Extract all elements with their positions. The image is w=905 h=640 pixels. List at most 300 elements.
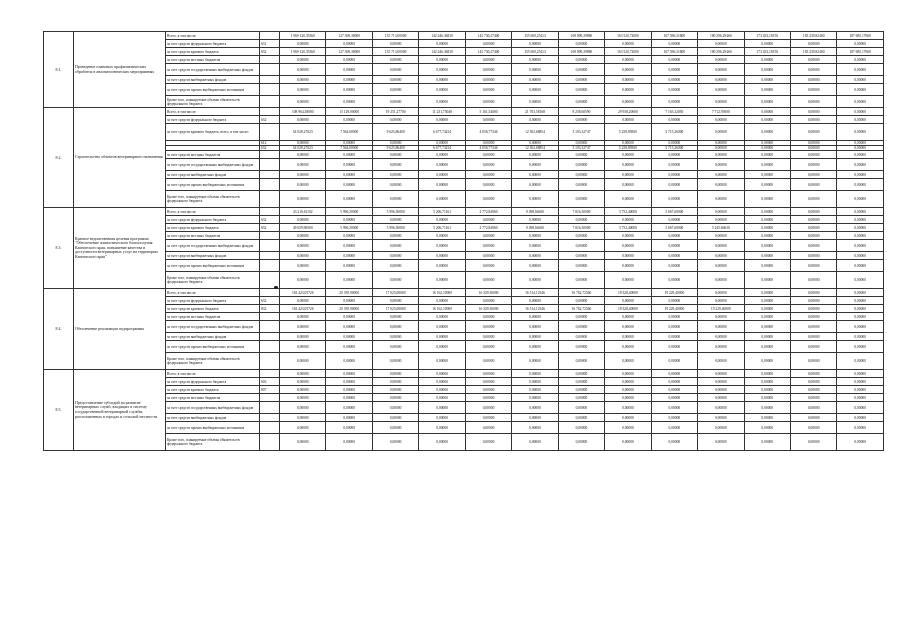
amount-cell: 0,00000 [372, 402, 418, 414]
amount-cell: 0,00000 [651, 414, 697, 422]
amount-cell: 5 996,30000 [372, 224, 418, 232]
amount-cell: 173 453,18150 [744, 32, 790, 40]
amount-cell: 0,00000 [326, 434, 372, 451]
amount-cell: 0,00000 [651, 386, 697, 394]
amount-cell: 0,00000 [512, 159, 558, 171]
amount-cell: 0,00000 [419, 96, 465, 108]
funding-source-label: за счет средств местных бюджетов [166, 151, 260, 159]
amount-cell: 0,00000 [372, 216, 418, 224]
amount-cell: 0,00000 [280, 378, 326, 386]
amount-cell: 0,00000 [605, 179, 651, 191]
amount-cell: 0,00000 [512, 353, 558, 370]
amount-cell: 5 161,54000 [465, 108, 511, 116]
amount-cell: 0,00000 [326, 370, 372, 378]
amount-cell: 0,00000 [280, 321, 326, 333]
amount-cell: 7 816,30000 [558, 224, 604, 232]
amount-cell: 0,00000 [837, 289, 883, 297]
amount-cell: 0,00000 [465, 56, 511, 64]
amount-cell: 7 816,30000 [558, 208, 604, 216]
amount-cell: 0,00000 [605, 341, 651, 353]
amount-cell: 0,00000 [605, 422, 651, 434]
amount-cell: 0,00000 [512, 260, 558, 272]
amount-cell: 0,00000 [512, 378, 558, 386]
amount-cell: 0,00000 [465, 40, 511, 48]
amount-cell: 0,00000 [837, 232, 883, 240]
amount-cell: 127 308,38000 [326, 32, 372, 40]
amount-cell: 0,00000 [837, 414, 883, 422]
funding-source-label: Кроме того, планируемые объемы обязательств федерального бюджета [166, 96, 260, 108]
amount-cell: 0,00000 [326, 252, 372, 260]
table-row [44, 208, 884, 216]
amount-cell: 0,00000 [372, 240, 418, 252]
amount-cell: 0,00000 [326, 216, 372, 224]
amount-cell: 0,00000 [837, 146, 883, 151]
funding-source-label: Кроме того, планируемые объемы обязательств федерального бюджета [166, 272, 260, 289]
amount-cell: 0,00000 [651, 422, 697, 434]
amount-cell: 0,00000 [558, 422, 604, 434]
amount-cell: 0,00000 [837, 216, 883, 224]
amount-cell: 0,00000 [465, 64, 511, 76]
amount-cell: 0,00000 [558, 386, 604, 394]
amount-cell: 0,00000 [280, 191, 326, 208]
amount-cell: 5 996,30000 [372, 208, 418, 216]
amount-cell: 0,00000 [651, 353, 697, 370]
amount-cell: 0,00000 [326, 321, 372, 333]
amount-cell: 0,00000 [419, 370, 465, 378]
funding-source-label: за счет средств государственных внебюджетных фондов [166, 240, 260, 252]
amount-cell: 0,00000 [744, 216, 790, 224]
amount-cell: 0,00000 [558, 414, 604, 422]
amount-cell: 0,00000 [326, 341, 372, 353]
amount-cell: 0,00000 [605, 370, 651, 378]
budget-code: 807 [260, 386, 280, 394]
amount-cell: 9 498,66650 [512, 208, 558, 216]
funding-source-label: за счет средств внебюджетных фондов [166, 171, 260, 179]
amount-cell: 0,00000 [326, 116, 372, 124]
amount-cell: 0,00000 [419, 297, 465, 305]
amount-cell: 0,00000 [790, 171, 836, 179]
amount-cell: 43 216,61102 [280, 208, 326, 216]
amount-cell: 0,00000 [651, 260, 697, 272]
amount-cell: 0,00000 [651, 321, 697, 333]
budget-code [260, 56, 280, 64]
amount-cell: 0,00000 [326, 96, 372, 108]
amount-cell: 0,00000 [372, 96, 418, 108]
funding-source-label: за счет средств прочих внебюджетных источников [166, 422, 260, 434]
amount-cell: 0,00000 [837, 341, 883, 353]
amount-cell: 0,00000 [744, 386, 790, 394]
amount-cell: 0,00000 [790, 321, 836, 333]
amount-cell: 0,00000 [790, 141, 836, 146]
item-number: 8.2. [44, 108, 74, 208]
amount-cell: 0,00000 [372, 76, 418, 84]
amount-cell: 0,00000 [698, 146, 744, 151]
amount-cell: 0,00000 [326, 272, 372, 289]
amount-cell: 0,00000 [837, 422, 883, 434]
item-name: Проведение плановых профилактических обработок в анаэпизоотических мероприятиях [74, 32, 166, 108]
amount-cell: 0,00000 [837, 159, 883, 171]
amount-cell: 0,00000 [698, 402, 744, 414]
amount-cell: 0,00000 [419, 56, 465, 64]
amount-cell: 0,00000 [372, 321, 418, 333]
amount-cell: 0,00000 [605, 272, 651, 289]
amount-cell: 0,00000 [790, 159, 836, 171]
amount-cell: 0,00000 [372, 151, 418, 159]
amount-cell: 0,00000 [372, 116, 418, 124]
budget-code: 832 [260, 224, 280, 232]
amount-cell: 0,00000 [419, 378, 465, 386]
amount-cell: 3 103,32747 [558, 146, 604, 151]
amount-cell: 0,00000 [326, 297, 372, 305]
amount-cell: 0,00000 [790, 40, 836, 48]
amount-cell: 0,00000 [372, 141, 418, 146]
funding-source-label: за счет средств государственных внебюджетных фондов [166, 321, 260, 333]
amount-cell: 0,00000 [326, 422, 372, 434]
amount-cell: 0,00000 [605, 313, 651, 321]
amount-cell: 0,00000 [837, 313, 883, 321]
table-row [44, 414, 884, 422]
amount-cell: 9 625,86400 [372, 146, 418, 151]
amount-cell: 0,00000 [326, 353, 372, 370]
amount-cell: 0,00000 [465, 76, 511, 84]
item-name: Краевое ведомственная целевая программа "Обеспечение эпизоотического благополучия Камчатского края, повышение качества и доступности ветеринарных услуг на территории Камчатского края" [74, 208, 166, 289]
amount-cell: 0,00000 [372, 191, 418, 208]
amount-cell: 0,00000 [744, 370, 790, 378]
amount-cell: 0,00000 [698, 414, 744, 422]
amount-cell: 0,00000 [605, 414, 651, 422]
amount-cell: 16 329,30000 [465, 305, 511, 313]
amount-cell: 0,00000 [465, 333, 511, 341]
amount-cell: 0,00000 [837, 240, 883, 252]
amount-cell: 0,00000 [280, 216, 326, 224]
amount-cell: 5 996,30000 [326, 208, 372, 216]
amount-cell: 0,00000 [419, 240, 465, 252]
amount-cell: 0,00000 [744, 341, 790, 353]
amount-cell: 0,00000 [837, 40, 883, 48]
amount-cell: 0,00000 [790, 64, 836, 76]
amount-cell: 0,00000 [744, 141, 790, 146]
amount-cell: 0,00000 [326, 240, 372, 252]
amount-cell: 0,00000 [605, 116, 651, 124]
amount-cell: 0,00000 [372, 272, 418, 289]
amount-cell: 12 302,68854 [512, 124, 558, 141]
funding-source-label: Кроме того, планируемые объемы обязательств федерального бюджета [166, 191, 260, 208]
amount-cell: 0,00000 [558, 141, 604, 146]
amount-cell: 0,00000 [698, 40, 744, 48]
table-row [44, 96, 884, 108]
amount-cell: 0,00000 [326, 84, 372, 96]
amount-cell: 0,00000 [419, 159, 465, 171]
budget-code [260, 32, 280, 40]
amount-cell: 0,00000 [512, 333, 558, 341]
budget-code: 832 [260, 48, 280, 56]
amount-cell: 0,00000 [837, 378, 883, 386]
amount-cell: 0,00000 [465, 394, 511, 402]
amount-cell: 0,00000 [372, 56, 418, 64]
amount-cell: 163 423,05726 [280, 305, 326, 313]
amount-cell: 0,00000 [372, 341, 418, 353]
table-row [44, 386, 884, 394]
amount-cell: 0,00000 [372, 414, 418, 422]
amount-cell: 0,00000 [512, 40, 558, 48]
amount-cell: 0,00000 [280, 56, 326, 64]
amount-cell: 187 685,17600 [837, 32, 883, 40]
table-row [44, 353, 884, 370]
budget-code [260, 414, 280, 422]
amount-cell: 127 308,38000 [326, 48, 372, 56]
amount-cell: 0,00000 [280, 333, 326, 341]
amount-cell: 0,00000 [372, 260, 418, 272]
amount-cell: 0,00000 [698, 353, 744, 370]
amount-cell: 0,00000 [512, 434, 558, 451]
amount-cell: 9 625,86400 [372, 124, 418, 141]
amount-cell: 0,00000 [744, 76, 790, 84]
amount-cell: 0,00000 [837, 305, 883, 313]
amount-cell: 0,00000 [280, 313, 326, 321]
amount-cell: 180 296,29460 [698, 48, 744, 56]
amount-cell: 0,00000 [698, 151, 744, 159]
funding-source-label: за счет средств государственных внебюджетных фондов [166, 402, 260, 414]
amount-cell: 0,00000 [558, 297, 604, 305]
amount-cell: 0,00000 [512, 84, 558, 96]
amount-cell: 11 231,75048 [419, 108, 465, 116]
amount-cell: 0,00000 [558, 434, 604, 451]
amount-cell: 0,00000 [372, 422, 418, 434]
funding-source-label: за счет средств прочих внебюджетных источников [166, 84, 260, 96]
amount-cell: 16 762,72560 [558, 289, 604, 297]
amount-cell: 0,00000 [651, 394, 697, 402]
amount-cell: 0,00000 [419, 434, 465, 451]
amount-cell: 0,00000 [605, 76, 651, 84]
amount-cell: 0,00000 [605, 64, 651, 76]
amount-cell: 5 206,71161 [419, 208, 465, 216]
amount-cell: 0,00000 [558, 313, 604, 321]
amount-cell: 0,00000 [744, 224, 790, 232]
budget-code [260, 240, 280, 252]
amount-cell: 16 514,12546 [512, 305, 558, 313]
amount-cell: 0,00000 [419, 216, 465, 224]
table-row [44, 313, 884, 321]
amount-cell: 0,00000 [465, 96, 511, 108]
amount-cell: 0,00000 [326, 171, 372, 179]
amount-cell: 0,00000 [790, 370, 836, 378]
table-row [44, 260, 884, 272]
amount-cell: 0,00000 [419, 191, 465, 208]
amount-cell: 0,00000 [698, 341, 744, 353]
amount-cell: 0,00000 [558, 321, 604, 333]
amount-cell: 0,00000 [651, 141, 697, 146]
amount-cell: 0,00000 [698, 171, 744, 179]
amount-cell: 0,00000 [651, 56, 697, 64]
amount-cell: 0,00000 [326, 378, 372, 386]
amount-cell: 0,00000 [419, 40, 465, 48]
amount-cell: 0,00000 [790, 305, 836, 313]
amount-cell: 0,00000 [790, 289, 836, 297]
amount-cell: 0,00000 [605, 240, 651, 252]
table-row [44, 289, 884, 297]
amount-cell: 0,00000 [651, 240, 697, 252]
table-row [44, 48, 884, 56]
amount-cell: 1 969 120,35360 [280, 32, 326, 40]
amount-cell: 0,00000 [744, 414, 790, 422]
amount-cell: 0,00000 [558, 353, 604, 370]
amount-cell: 0,00000 [744, 402, 790, 414]
amount-cell: 0,00000 [512, 56, 558, 64]
amount-cell: 0,00000 [280, 252, 326, 260]
amount-cell: 0,00000 [837, 116, 883, 124]
amount-cell: 5 206,71161 [419, 224, 465, 232]
budget-code [260, 341, 280, 353]
amount-cell: 0,00000 [326, 56, 372, 64]
amount-cell: 0,00000 [698, 297, 744, 305]
amount-cell: 0,00000 [744, 191, 790, 208]
amount-cell: 0,00000 [280, 414, 326, 422]
amount-cell: 0,00000 [372, 297, 418, 305]
amount-cell: 187 685,17600 [837, 48, 883, 56]
amount-cell: 0,00000 [605, 402, 651, 414]
amount-cell: 0,00000 [512, 341, 558, 353]
amount-cell: 0,00000 [605, 40, 651, 48]
amount-cell: 0,00000 [837, 108, 883, 116]
amount-cell: 0,00000 [558, 402, 604, 414]
amount-cell: 2 772,84960 [465, 224, 511, 232]
amount-cell: 0,00000 [419, 260, 465, 272]
table-row [44, 64, 884, 76]
amount-cell: 0,00000 [558, 252, 604, 260]
amount-cell: 0,00000 [698, 208, 744, 216]
amount-cell: 0,00000 [280, 141, 326, 146]
amount-cell: 0,00000 [744, 116, 790, 124]
amount-cell: 0,00000 [558, 151, 604, 159]
amount-cell: 0,00000 [605, 56, 651, 64]
budget-code: 632 [260, 116, 280, 124]
amount-cell: 142 446,36810 [419, 48, 465, 56]
amount-cell: 0,00000 [326, 414, 372, 422]
amount-cell: 0,00000 [465, 116, 511, 124]
amount-cell: 8 258,60590 [558, 108, 604, 116]
amount-cell: 0,00000 [465, 191, 511, 208]
table-row [44, 434, 884, 451]
amount-cell: 0,00000 [837, 171, 883, 179]
amount-cell: 0,00000 [651, 40, 697, 48]
funding-source-label: за счет средств федерального бюджета [166, 297, 260, 305]
amount-cell: 108 964,38000 [280, 108, 326, 116]
amount-cell: 0,00000 [372, 333, 418, 341]
amount-cell: 0,00000 [698, 216, 744, 224]
amount-cell: 0,00000 [744, 422, 790, 434]
amount-cell: 0,00000 [465, 171, 511, 179]
table-row [44, 252, 884, 260]
amount-cell: 0,00000 [837, 370, 883, 378]
amount-cell: 2 772,84960 [465, 208, 511, 216]
amount-cell: 0,00000 [698, 422, 744, 434]
amount-cell: 0,00000 [790, 56, 836, 64]
amount-cell: 0,00000 [605, 321, 651, 333]
amount-cell: 5 245,66630 [698, 224, 744, 232]
table-row [44, 124, 884, 141]
amount-cell: 0,00000 [744, 56, 790, 64]
amount-cell: 0,00000 [605, 260, 651, 272]
funding-source-label: за счет средств местных бюджетов [166, 232, 260, 240]
amount-cell: 0,00000 [465, 260, 511, 272]
amount-cell: 0,00000 [419, 76, 465, 84]
amount-cell: 0,00000 [744, 96, 790, 108]
amount-cell: 0,00000 [790, 151, 836, 159]
amount-cell: 5 258,89500 [605, 146, 651, 151]
amount-cell: 7 163,32050 [651, 108, 697, 116]
funding-source-label: за счет средств внебюджетных фондов [166, 333, 260, 341]
amount-cell: 0,00000 [744, 232, 790, 240]
amount-cell: 0,00000 [558, 64, 604, 76]
amount-cell: 4 056,77346 [465, 146, 511, 151]
amount-cell: 0,00000 [744, 297, 790, 305]
amount-cell: 18 328,40000 [605, 289, 651, 297]
table-row [44, 333, 884, 341]
amount-cell: 0,00000 [790, 341, 836, 353]
amount-cell: 12 302,68854 [512, 146, 558, 151]
amount-cell: 0,00000 [698, 159, 744, 171]
amount-cell: 0,00000 [744, 434, 790, 451]
amount-cell: 0,00000 [744, 260, 790, 272]
amount-cell: 0,00000 [558, 84, 604, 96]
amount-cell: 145 730,27400 [465, 48, 511, 56]
table-row [44, 32, 884, 40]
amount-cell: 0,00000 [651, 341, 697, 353]
amount-cell: 17 025,00000 [372, 289, 418, 297]
amount-cell: 0,00000 [465, 313, 511, 321]
amount-cell: 0,00000 [465, 297, 511, 305]
amount-cell: 0,00000 [605, 96, 651, 108]
amount-cell: 0,00000 [837, 208, 883, 216]
amount-cell: 183 239,82400 [790, 48, 836, 56]
amount-cell: 19 229,40000 [651, 305, 697, 313]
amount-cell: 0,00000 [837, 151, 883, 159]
amount-cell: 54 028,27023 [280, 146, 326, 151]
funding-source-label: за счет средств краевого бюджета [166, 386, 260, 394]
amount-cell: 0,00000 [651, 370, 697, 378]
amount-cell: 0,00000 [326, 141, 372, 146]
amount-cell: 173 453,18150 [744, 48, 790, 56]
amount-cell: 0,00000 [419, 414, 465, 422]
funding-source-label: за счет средств федерального бюджета [166, 378, 260, 386]
amount-cell: 0,00000 [512, 414, 558, 422]
table-row [44, 341, 884, 353]
amount-cell: 18 328,40000 [605, 305, 651, 313]
amount-cell: 0,00000 [419, 141, 465, 146]
amount-cell: 0,00000 [837, 402, 883, 414]
amount-cell: 19 229,40000 [698, 305, 744, 313]
funding-source-label: Всего, в том числе: [166, 370, 260, 378]
amount-cell: 0,00000 [744, 378, 790, 386]
amount-cell: 163 520,72000 [605, 32, 651, 40]
amount-cell: 5 996,30000 [326, 224, 372, 232]
amount-cell: 0,00000 [512, 96, 558, 108]
amount-cell: 0,00000 [651, 378, 697, 386]
amount-cell: 0,00000 [419, 232, 465, 240]
amount-cell: 0,00000 [372, 159, 418, 171]
amount-cell: 0,00000 [558, 40, 604, 48]
amount-cell: 0,00000 [372, 353, 418, 370]
amount-cell: 0,00000 [790, 434, 836, 451]
amount-cell: 0,00000 [465, 240, 511, 252]
amount-cell: 0,00000 [744, 171, 790, 179]
amount-cell: 16 514,12546 [512, 289, 558, 297]
budget-code [260, 370, 280, 378]
amount-cell: 0,00000 [372, 40, 418, 48]
budget-code [260, 124, 280, 141]
amount-cell: 0,00000 [837, 321, 883, 333]
amount-cell: 0,00000 [790, 297, 836, 305]
